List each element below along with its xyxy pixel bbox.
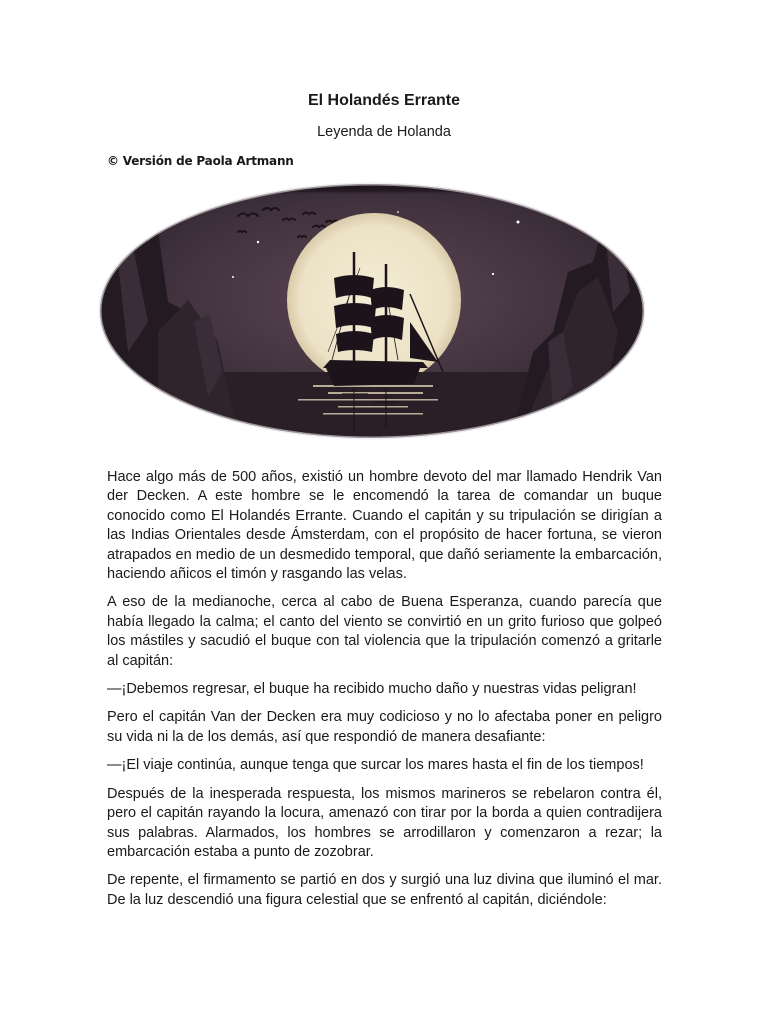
story-body — [107, 468, 662, 919]
paragraph: —¡Debemos regresar, el buque ha recibido mucho daño y nuestras vidas peligran! — [107, 681, 637, 698]
paragraph: Después de la inesperada respuesta, los mismos marineros se rebelaron contra él, pero el capitán rayando la locura, amenazó con tirar por la borda a quien contradijera sus palabras. Alarmados, los hombres se arrodillaron y comenzaron a rezar; la embarcación estaba a punto de zozobrar. — [107, 785, 662, 860]
paragraph: Hace algo más de 500 años, existió un hombre devoto del mar llamado Hendrik Van der Decken. A este hombre se le encomendó la tarea de comandar un buque conocido como El Holandés Errante. Cuando el capitán y su tripulación se dirigían a las Indias Orientales desde Ámsterdam, con el propósito de hacer fortuna, se vieron atrapados en medio de un desmedido temporal, que dañó seriamente la embarcación, haciendo añicos el timón y rasgando las velas. — [107, 469, 662, 583]
document-title: El Holandés Errante — [307, 92, 461, 109]
paragraph: Pero el capitán Van der Decken era muy codicioso y no lo afectaba poner en peligro su vida ni la de los demás, así que respondió de manera desafiante: — [107, 709, 662, 745]
paragraph: De repente, el firmamento se partió en dos y surgió una luz divina que iluminó el mar. De la luz descendió una figura celestial que se enfrentó al capitán, diciéndole: — [107, 872, 662, 908]
paragraph: A eso de la medianoche, cerca al cabo de Buena Esperanza, cuando parecía que había llegado la calma; el canto del viento se convirtió en un grito furioso que golpeó los mástiles y sacudió el buque con tal violencia que la tripulación comenzó a gritarle al capitán: — [107, 594, 662, 669]
document-subtitle: Leyenda de Holanda — [317, 124, 451, 140]
author-credit: © Versión de Paola Artmann — [107, 154, 294, 168]
paragraph: —¡El viaje continúa, aunque tenga que surcar los mares hasta el fin de los tiempos! — [107, 757, 644, 774]
ghost-ship-moon-illustration — [98, 182, 646, 440]
